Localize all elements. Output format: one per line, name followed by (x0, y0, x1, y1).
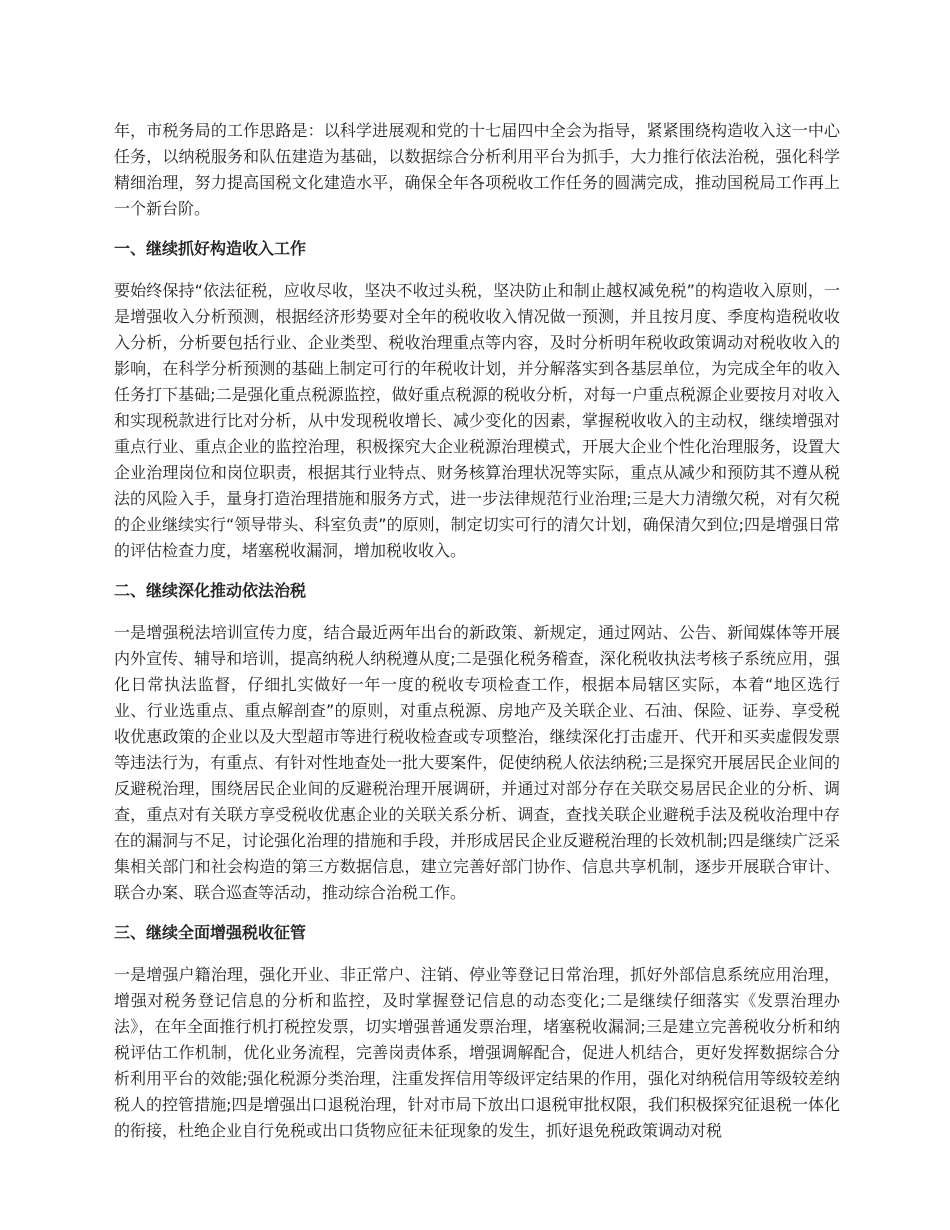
section-body-3: 一是增强户籍治理，强化开业、非正常户、注销、停业等登记日常治理，抓好外部信息系统应用治理，增强对税务登记信息的分析和监控，及时掌握登记信息的动态变化;二是继续仔细落实《发票治理办法》，在年全面推行机打税控发票，切实增强普通发票治理，堵塞税收漏洞;三是建立完善税收分析和纳税评估工作机制，优化业务流程，完善岗责体系，增强调解配合，促进人机结合，更好发挥数据综合分析利用平台的效能;强化税源分类治理，注重发挥信用等级评定结果的作用，强化对纳税信用等级较差纳税人的控管措施;四是增强出口退税治理，针对市局下放出口退税审批权限，我们积极探究征退税一体化的衔接，杜绝企业自行免税或出口货物应征未征现象的发生，抓好退免税政策调动对税 (114, 965, 840, 1140)
intro-paragraph: 年，市税务局的工作思路是：以科学进展观和党的十七届四中全会为指导，紧紧围绕构造收入这一中心任务，以纳税服务和队伍建造为基础，以数据综合分析利用平台为抓手，大力推行依法治税，强化科学精细治理，努力提高国税文化建造水平，确保全年各项税收工作任务的圆满完成，推动国税局工作再上一个新台阶。 (114, 121, 840, 218)
section-heading-3: 三、继续全面增强税收征管 (114, 923, 307, 942)
document-page (114, 118, 840, 1230)
section-heading-2: 二、继续深化推动依法治税 (114, 581, 307, 600)
section-heading-1: 一、继续抓好构造收入工作 (114, 239, 307, 258)
section-body-1: 要始终保持“依法征税，应收尽收，坚决不收过头税，坚决防止和制止越权减免税”的构造收入原则，一是增强收入分析预测，根据经济形势要对全年的税收收入情况做一预测，并且按月度、季度构造税收收入分析，分析要包括行业、企业类型、税收治理重点等内容，及时分析明年税收政策调动对税收收入的影响，在科学分析预测的基础上制定可行的年税收计划，并分解落实到各基层单位，为完成全年的收入任务打下基础;二是强化重点税源监控，做好重点税源的税收分析，对每一户重点税源企业要按月对收入和实现税款进行比对分析，从中发现税收增长、减少变化的因素，掌握税收收入的主动权，继续增强对重点行业、重点企业的监控治理，积极探究大企业税源治理模式，开展大企业个性化治理服务，设置大企业治理岗位和岗位职责，根据其行业特点、财务核算治理状况等实际，重点从减少和预防其不遵从税法的风险入手，量身打造治理措施和服务方式，进一步法律规范行业治理;三是大力清缴欠税，对有欠税的企业继续实行“领导带头、科室负责”的原则，制定切实可行的清欠计划，确保清欠到位;四是增强日常的评估检查力度，堵塞税收漏洞，增加税收收入。 (114, 281, 840, 560)
section-body-2: 一是增强税法培训宣传力度，结合最近两年出台的新政策、新规定，通过网站、公告、新闻媒体等开展内外宣传、辅导和培训，提高纳税人纳税遵从度;二是强化税务稽查，深化税收执法考核子系统应用，强化日常执法监督，仔细扎实做好一年一度的税收专项检查工作，根据本局辖区实际，本着“地区选行业、行业选重点、重点解剖查”的原则，对重点税源、房地产及关联企业、石油、保险、证券、享受税收优惠政策的企业以及大型超市等进行税收检查或专项整治，继续深化打击虚开、代开和买卖虚假发票等违法行为，有重点、有针对性地查处一批大要案件，促使纳税人依法纳税;三是探究开展居民企业间的反避税治理，围绕居民企业间的反避税治理开展调研，并通过对部分存在关联交易居民企业的分析、调查，重点对有关联方享受税收优惠企业的关联关系分析、调查，查找关联企业避税手法及税收治理中存在的漏洞与不足，讨论强化治理的措施和手段，并形成居民企业反避税治理的长效机制;四是继续广泛采集相关部门和社会构造的第三方数据信息，建立完善好部门协作、信息共享机制，逐步开展联合审计、联合办案、联合巡查等活动，推动综合治税工作。 (114, 623, 840, 902)
